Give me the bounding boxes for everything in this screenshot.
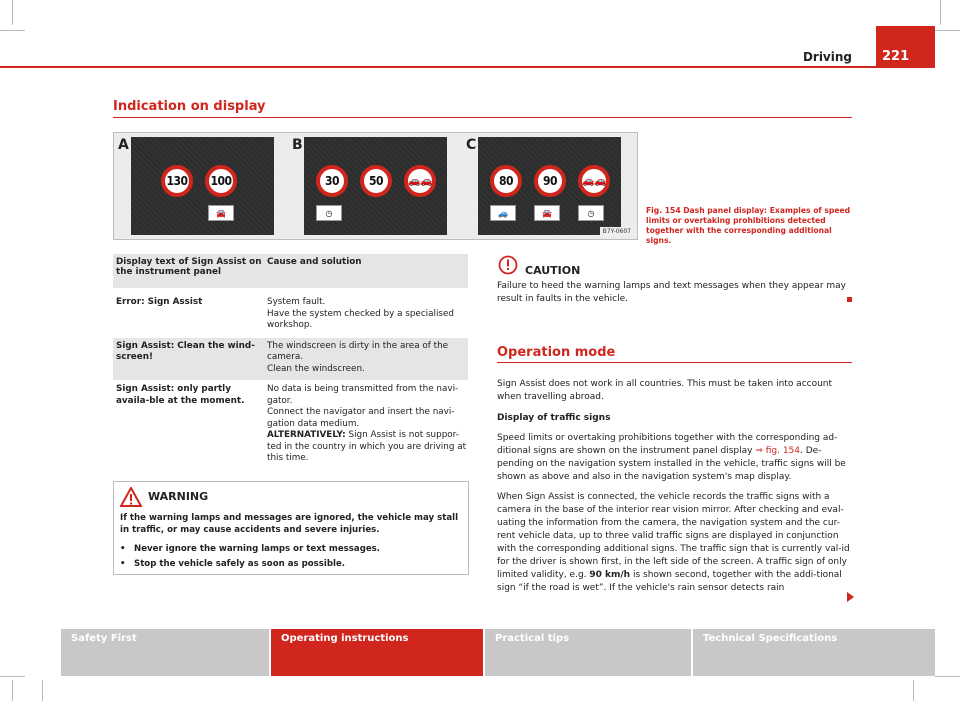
speed-sign-100: 100 bbox=[205, 165, 237, 197]
table-cell-text-main: No data is being transmitted from the navi-gator. Connect the navigator and insert the navi-gation data medium. bbox=[267, 384, 459, 429]
continue-arrow-icon bbox=[847, 592, 854, 602]
footer-tab-operating-instructions[interactable]: Operating instructions bbox=[271, 629, 483, 676]
panel-letter-c: C bbox=[466, 137, 477, 153]
paragraph bbox=[497, 491, 852, 595]
paragraph-text: is shown second, together with the addi-tional sign “if the road is wet”. If the vehicle's rain sensor detects rain bbox=[497, 570, 842, 593]
speed-sign-80: 80 bbox=[490, 165, 522, 197]
crop-mark bbox=[12, 680, 13, 701]
footer-tab-technical-specifications[interactable]: Technical Specifications bbox=[693, 629, 935, 676]
clock-additional-sign-icon: ◷ bbox=[578, 205, 604, 221]
crop-mark bbox=[0, 30, 25, 31]
warning-title: WARNING bbox=[148, 490, 209, 503]
display-panel-b bbox=[304, 137, 447, 235]
caution-title: CAUTION bbox=[525, 264, 581, 277]
paragraph-text: . De-pending on the navigation system installed in the vehicle, traffic signs will be shown as above and also in the navigation system's map display. bbox=[497, 446, 846, 482]
end-marker-icon bbox=[847, 297, 852, 302]
panel-letter-a: A bbox=[118, 137, 129, 153]
dash-display-figure bbox=[113, 132, 638, 240]
warning-text: If the warning lamps and messages are ignored, the vehicle may stall in traffic, or may cause accidents and severe injuries. bbox=[120, 513, 459, 535]
section-title-operation: Operation mode bbox=[497, 345, 616, 360]
speed-sign-90: 90 bbox=[534, 165, 566, 197]
table-header: Cause and solution bbox=[267, 254, 468, 289]
car-additional-sign-icon: 🚘 bbox=[208, 205, 234, 221]
figure-reference-link[interactable]: ⇒ fig. 154 bbox=[755, 446, 800, 456]
table-row bbox=[113, 289, 468, 338]
paragraph bbox=[497, 432, 852, 484]
crop-mark bbox=[0, 676, 25, 677]
alternatively-label: ALTERNATIVELY: bbox=[267, 430, 346, 440]
caution-text: Failure to heed the warning lamps and text messages when they appear may result in faults in the vehicle. bbox=[497, 281, 846, 304]
crop-mark bbox=[940, 0, 941, 25]
paragraph-text: When Sign Assist is connected, the vehicle records the traffic signs with a camera in the base of the interior rear vision mirror. After checking and eval-uating the information from the camera, the navigation system and the cur-rent vehicle data, up to three valid traffic signs are displayed in conjunction with the corresponding additional signs. The traffic sign that is currently val-id for the driver is shown first, in the left side of the screen. A traffic sign of only limited validity, e.g. bbox=[497, 492, 850, 580]
paragraph-text: Speed limits or overtaking prohibitions together with the corresponding ad-ditional signs are shown on the instrument panel display bbox=[497, 433, 838, 456]
header-rule bbox=[0, 66, 935, 68]
table-row bbox=[113, 381, 468, 470]
no-overtaking-sign-icon: 🚗🚗 bbox=[404, 165, 436, 197]
display-panel-a bbox=[131, 137, 274, 235]
footer-tab-safety-first[interactable]: Safety First bbox=[61, 629, 269, 676]
warning-bullet-text: Never ignore the warning lamps or text messages. bbox=[134, 544, 381, 554]
paragraph: Sign Assist does not work in all countries. This must be taken into account when travelling abroad. bbox=[497, 379, 833, 402]
panel-letter-b: B bbox=[292, 137, 303, 153]
crop-mark bbox=[12, 0, 13, 25]
warning-triangle-icon bbox=[120, 487, 142, 507]
table-header-row bbox=[113, 254, 468, 289]
crop-mark bbox=[935, 676, 960, 677]
sign-assist-table bbox=[113, 254, 468, 470]
speed-sign-50: 50 bbox=[360, 165, 392, 197]
footer-tab-practical-tips[interactable]: Practical tips bbox=[485, 629, 691, 676]
table-cell-text: The windscreen is dirty in the area of the camera. Clean the windscreen. bbox=[267, 337, 468, 381]
car-additional-sign-icon: 🚘 bbox=[534, 205, 560, 221]
no-overtaking-sign-icon: 🚗🚗 bbox=[578, 165, 610, 197]
image-code: B7Y-0607 bbox=[600, 227, 634, 236]
table-cell-text bbox=[267, 381, 468, 470]
section-rule bbox=[497, 362, 852, 363]
table-cell-text: System fault. Have the system checked by a specialised workshop. bbox=[267, 289, 468, 338]
section-title-indication: Indication on display bbox=[113, 99, 266, 114]
trailer-additional-sign-icon: 🚙 bbox=[490, 205, 516, 221]
clock-additional-sign-icon: ◷ bbox=[316, 205, 342, 221]
table-cell-label: Sign Assist: only partly availa-ble at the moment. bbox=[113, 381, 267, 470]
alternatively-text: Sign Assist is not suppor-ted in the country in which you are driving at this time. bbox=[267, 430, 467, 463]
speed-sign-30: 30 bbox=[316, 165, 348, 197]
crop-mark bbox=[935, 30, 960, 31]
subheading: Display of traffic signs bbox=[497, 413, 611, 423]
page-number: 221 bbox=[876, 26, 935, 68]
crop-mark bbox=[42, 680, 43, 701]
caution-icon bbox=[498, 255, 518, 275]
warning-box bbox=[113, 481, 469, 575]
table-row bbox=[113, 337, 468, 381]
section-rule bbox=[113, 117, 852, 118]
table-cell-label: Sign Assist: Clean the wind-screen! bbox=[113, 337, 267, 381]
table-header: Display text of Sign Assist on the instrument panel bbox=[113, 254, 267, 289]
warning-bullet: • Never ignore the warning lamps or text messages. bbox=[120, 544, 381, 554]
figure-caption: Fig. 154 Dash panel display: Examples of speed limits or overtaking prohibitions detected together with the corresponding additional signs. bbox=[646, 206, 851, 245]
warning-bullet: • Stop the vehicle safely as soon as possible. bbox=[120, 559, 346, 569]
header-section-title: Driving bbox=[802, 50, 852, 64]
crop-mark bbox=[913, 680, 914, 701]
speed-sign-130: 130 bbox=[161, 165, 193, 197]
table-cell-label: Error: Sign Assist bbox=[113, 289, 267, 338]
bold-value: 90 km/h bbox=[589, 570, 631, 580]
display-panel-c bbox=[478, 137, 621, 235]
warning-bullet-text: Stop the vehicle safely as soon as possible. bbox=[134, 559, 346, 569]
